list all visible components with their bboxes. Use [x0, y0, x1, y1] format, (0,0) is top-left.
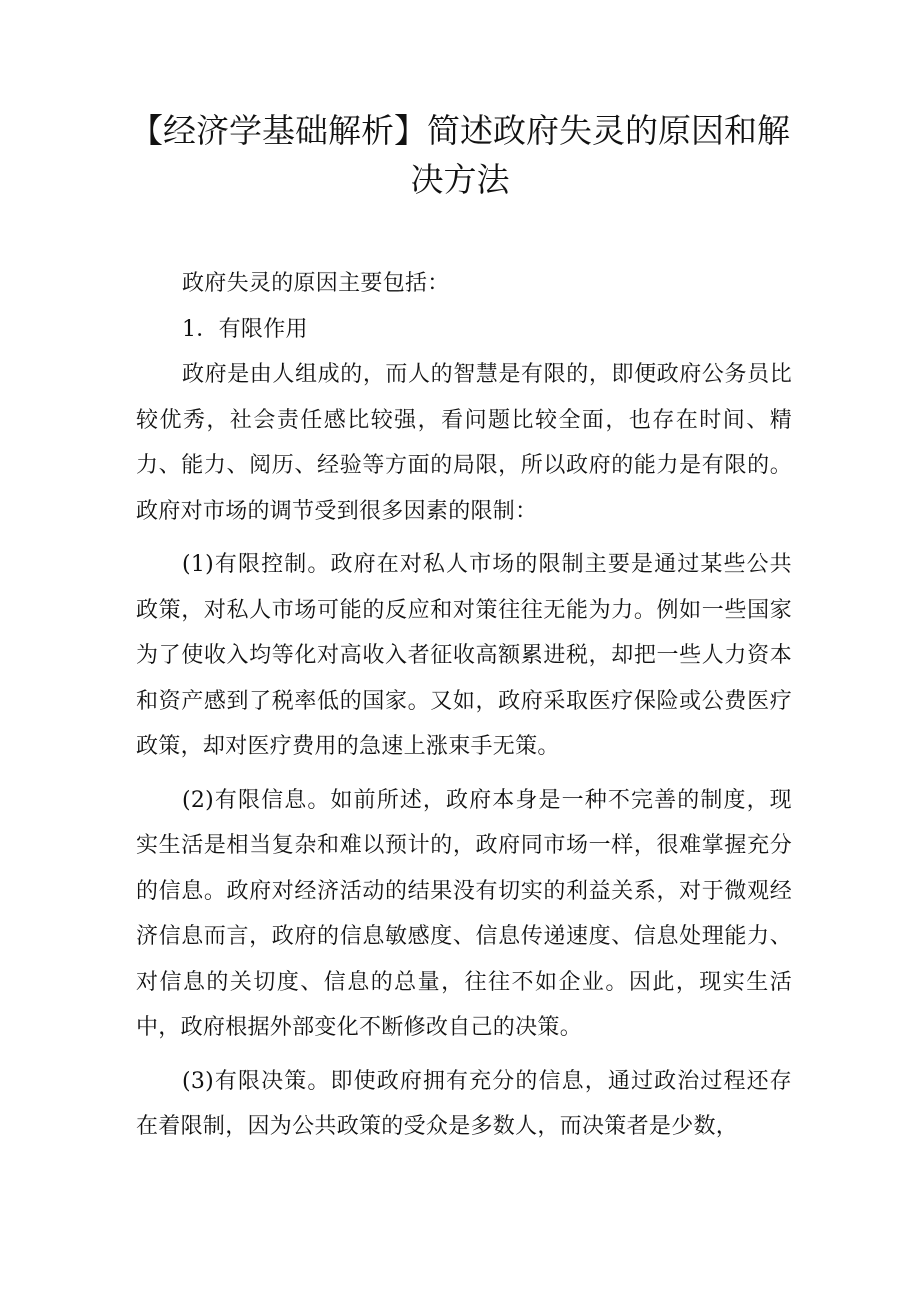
paragraph-limited-control: (1)有限控制。政府在对私人市场的限制主要是通过某些公共政策，对私人市场可能的反应和对策往往无能为力。例如一些国家为了使收入均等化对高收入者征收高额累进税，却把一些人力资本和资产感到了税率低的国家。又如，政府采取医疗保险或公费医疗政策，却对医疗费用的急速上涨束手无策。 [136, 552, 792, 759]
paragraph-limited-decision: (3)有限决策。即使政府拥有充分的信息，通过政治过程还存在着限制，因为公共政策的受众是多数人，而决策者是少数， [136, 1068, 792, 1139]
paragraph-limited-role: 政府是由人组成的，而人的智慧是有限的，即便政府公务员比较优秀，社会责任感比较强，看问题比较全面，也存在时间、精力、能力、阅历、经验等方面的局限，所以政府的能力是有限的。政府对市场的调节受到很多因素的限制： [136, 362, 792, 524]
section-heading-limited-role: 1．有限作用 [182, 316, 308, 342]
paragraph-intro: 政府失灵的原因主要包括： [182, 271, 450, 296]
document-body [136, 261, 792, 1150]
document-title: 【经济学基础解析】简述政府失灵的原因和解决方法 [130, 111, 790, 199]
paragraph-limited-information: (2)有限信息。如前所述，政府本身是一种不完善的制度，现实生活是相当复杂和难以预计的，政府同市场一样，很难掌握充分的信息。政府对经济活动的结果没有切实的利益关系，对于微观经济信息而言，政府的信息敏感度、信息传递速度、信息处理能力、对信息的关切度、信息的总量，往往不如企业。因此，现实生活中，政府根据外部变化不断修改自己的决策。 [136, 787, 792, 1040]
